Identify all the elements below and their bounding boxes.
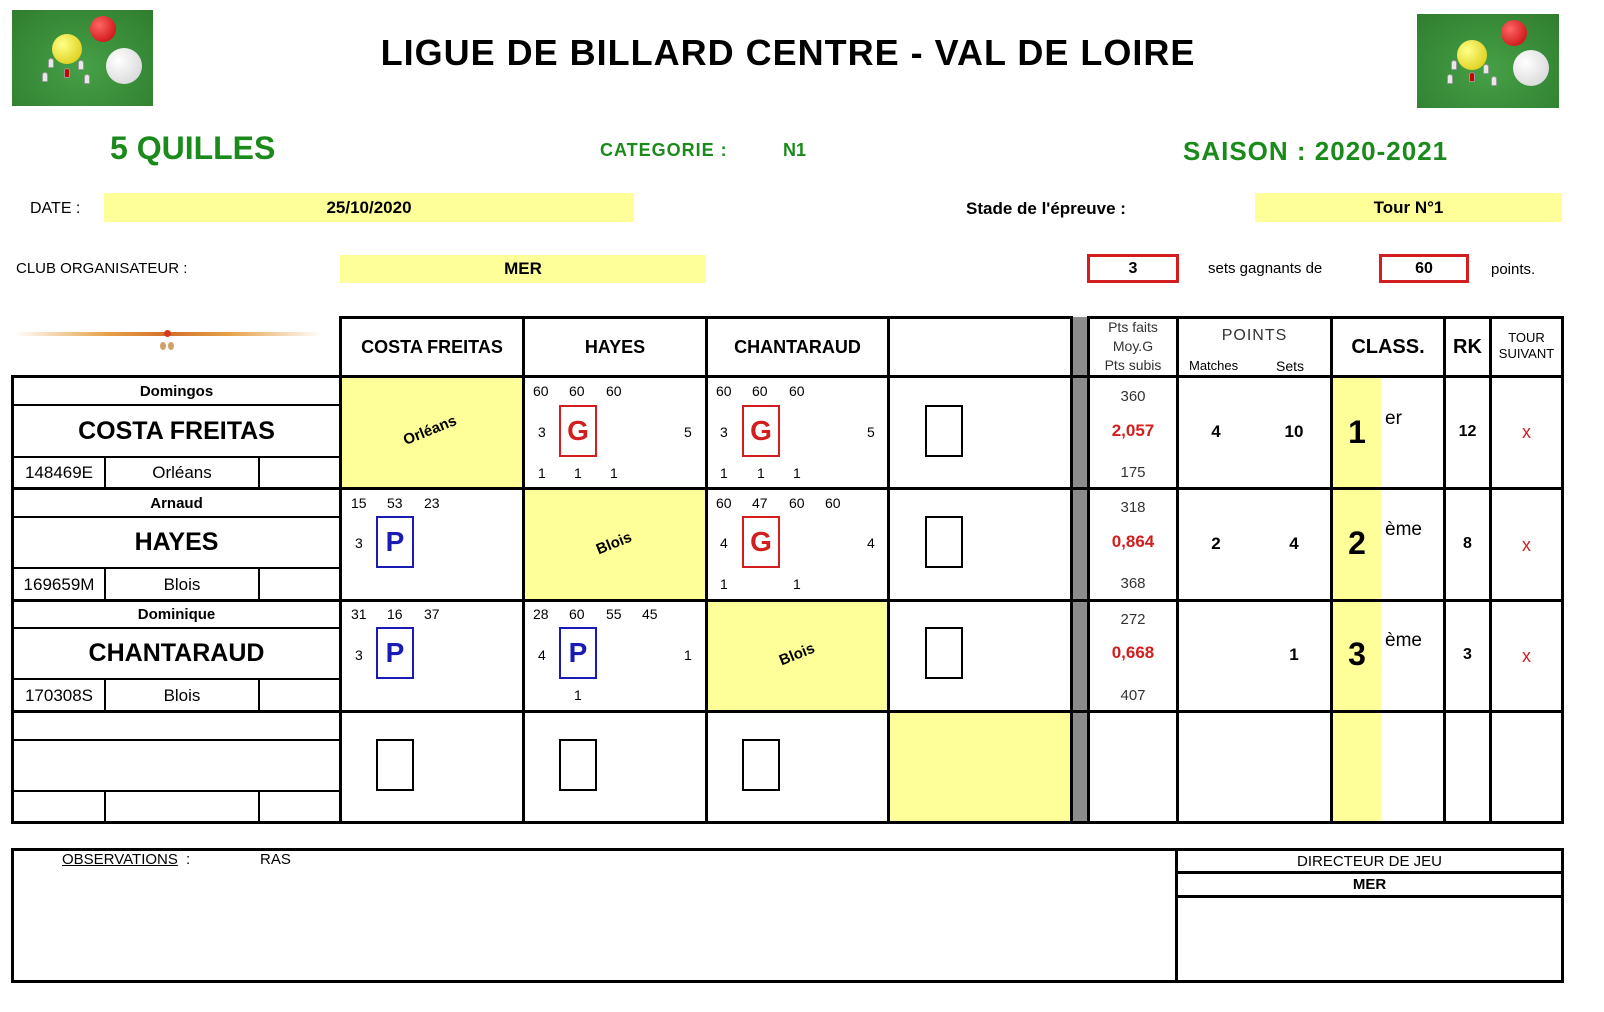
pts-subis: 368 (1120, 574, 1146, 592)
stade-field[interactable]: Tour N°1 (1255, 193, 1562, 222)
class-suffix: ème (1385, 630, 1422, 651)
stade-label: Stade de l'épreuve : (966, 199, 1126, 218)
class-suffix: ème (1385, 519, 1422, 540)
observations-label: OBSERVATIONS : (62, 851, 191, 868)
empty-result-box[interactable] (559, 739, 597, 791)
directeur-label: DIRECTEUR DE JEU (1296, 852, 1442, 870)
match-result-box[interactable]: P (376, 516, 414, 568)
stats-header: Pts faits Moy.G Pts subis (1104, 319, 1162, 373)
player-club-diagonal: Orléans (400, 412, 460, 449)
pts-subis: 175 (1120, 463, 1146, 481)
club-field[interactable]: MER (340, 255, 706, 283)
tour-suivant-mark[interactable]: x (1522, 645, 1531, 666)
col-header-p1: COSTA FREITAS (361, 336, 503, 357)
class-rank: 3 (1348, 635, 1366, 672)
player-license: 169659M (23, 574, 95, 594)
pts-faits: 318 (1120, 498, 1146, 516)
moyenne: 2,057 (1111, 421, 1155, 440)
empty-result-box[interactable] (925, 405, 963, 457)
moyenne: 0,864 (1111, 532, 1155, 551)
class-rank: 2 (1348, 524, 1366, 561)
col-header-p2: HAYES (584, 336, 646, 357)
pts-faits: 360 (1120, 387, 1146, 405)
pts-faits: 272 (1120, 610, 1146, 628)
match-result-box[interactable]: P (559, 627, 597, 679)
class-rank: 1 (1348, 413, 1366, 450)
player-first-name: Domingos (139, 382, 214, 400)
col-header-p3: CHANTARAUD (734, 336, 861, 357)
player-club-diagonal: Blois (593, 528, 635, 559)
billiard-logo-left (12, 10, 153, 106)
matches-won: 4 (1211, 422, 1221, 441)
match-result-box[interactable]: P (376, 627, 414, 679)
rk-value: 3 (1463, 646, 1472, 663)
class-header: CLASS. (1351, 335, 1425, 358)
player-club: Blois (163, 574, 201, 594)
moyenne: 0,668 (1111, 643, 1155, 662)
player-license: 170308S (24, 685, 94, 705)
date-field[interactable]: 25/10/2020 (104, 193, 634, 222)
rk-value: 8 (1463, 535, 1472, 552)
sets-won: 10 (1284, 422, 1304, 441)
player-last-name: HAYES (134, 528, 219, 556)
sets-field[interactable]: 3 (1087, 254, 1179, 283)
pts-subis: 407 (1120, 686, 1146, 704)
player-first-name: Arnaud (150, 494, 203, 512)
saison: SAISON : 2020-2021 (1183, 136, 1449, 166)
club-label: CLUB ORGANISATEUR : (16, 260, 188, 277)
empty-result-box[interactable] (376, 739, 414, 791)
categorie-label: CATEGORIE : (600, 140, 728, 160)
sets-won: 1 (1289, 645, 1299, 664)
player-license: 148469E (24, 463, 94, 482)
date-label: DATE : (30, 200, 81, 217)
points-field[interactable]: 60 (1379, 254, 1469, 283)
player-last-name: COSTA FREITAS (78, 416, 275, 445)
sets-won: 4 (1289, 534, 1299, 553)
player-club: Blois (163, 685, 201, 705)
empty-result-box[interactable] (925, 627, 963, 679)
directeur-name[interactable]: MER (1352, 876, 1387, 893)
points-header: POINTS (1221, 327, 1288, 344)
sets-label: sets gagnants de (1208, 260, 1323, 277)
tour-header: TOUR SUIVANT (1498, 330, 1555, 361)
points-label: points. (1491, 261, 1536, 278)
billiard-logo-right (1417, 14, 1559, 108)
player-club: Orléans (152, 463, 212, 482)
player-club-diagonal: Blois (776, 639, 818, 670)
rk-header: RK (1453, 335, 1482, 358)
page-title: LIGUE DE BILLARD CENTRE - VAL DE LOIRE (380, 32, 1196, 73)
tour-suivant-mark[interactable]: x (1522, 534, 1531, 555)
sets-header: Sets (1276, 358, 1305, 374)
matches-won: 2 (1211, 534, 1221, 553)
empty-result-box[interactable] (742, 739, 780, 791)
game-name: 5 QUILLES (110, 130, 276, 166)
categorie-value: N1 (783, 140, 807, 160)
match-result-box[interactable]: G (559, 405, 597, 457)
player-last-name: CHANTARAUD (88, 639, 265, 667)
empty-result-box[interactable] (925, 516, 963, 568)
tour-suivant-mark[interactable]: x (1522, 421, 1531, 442)
match-result-box[interactable]: G (742, 405, 780, 457)
matches-header: Matches (1189, 358, 1239, 373)
match-result-box[interactable]: G (742, 516, 780, 568)
observations-text[interactable]: RAS (260, 851, 291, 868)
matches-won (1190, 644, 1242, 666)
player-first-name: Dominique (137, 606, 216, 623)
class-suffix: er (1385, 408, 1402, 429)
rk-value: 12 (1458, 423, 1477, 440)
